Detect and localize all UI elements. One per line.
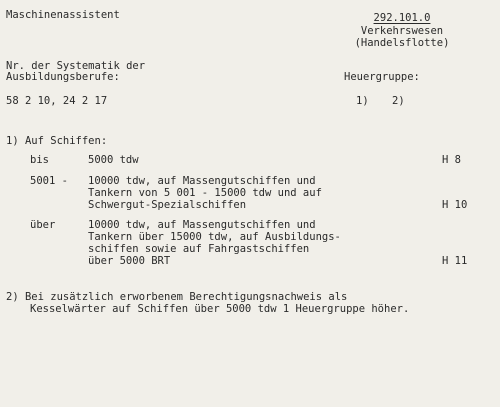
sector-subname: (Handelsflotte) — [354, 37, 450, 49]
row-line: 10000 tdw, auf Massengutschiffen und — [88, 175, 316, 187]
systematik-label-line1: Nr. der Systematik der — [6, 60, 146, 72]
row-prefix: 5001 - — [30, 175, 68, 187]
classification-code: 292.101.0 — [373, 12, 431, 24]
row-line: über 5000 BRT — [88, 255, 171, 267]
row-line: 5000 tdw — [88, 154, 139, 166]
section1-heading: 1) Auf Schiffen: — [6, 135, 108, 147]
heuergruppe-value-1: 1) — [356, 95, 369, 107]
section2-line2: Kesselwärter auf Schiffen über 5000 tdw 1 Heuergruppe höher. — [30, 303, 410, 315]
row-group: H 8 — [442, 154, 461, 166]
row-group: H 10 — [442, 199, 468, 211]
heuergruppe-value-2: 2) — [392, 95, 405, 107]
row-prefix: bis — [30, 154, 49, 166]
row-line: Tankern von 5 001 - 15000 tdw und auf — [88, 187, 322, 199]
row-group: H 11 — [442, 255, 468, 267]
row-line: Tankern über 15000 tdw, auf Ausbildungs- — [88, 231, 341, 243]
heuergruppe-label: Heuergruppe: — [344, 71, 420, 83]
row-line: Schwergut-Spezialschiffen — [88, 199, 247, 211]
systematik-value: 58 2 10, 24 2 17 — [6, 95, 108, 107]
systematik-label-line2: Ausbildungsberufe: — [6, 71, 120, 83]
section2-line1: 2) Bei zusätzlich erworbenem Berechtigungsnachweis als — [6, 291, 348, 303]
row-line: schiffen sowie auf Fahrgastschiffen — [88, 243, 310, 255]
row-prefix: über — [30, 219, 56, 231]
row-line: 10000 tdw, auf Massengutschiffen und — [88, 219, 316, 231]
job-title: Maschinenassistent — [6, 9, 120, 21]
sector-name: Verkehrswesen — [360, 25, 444, 37]
